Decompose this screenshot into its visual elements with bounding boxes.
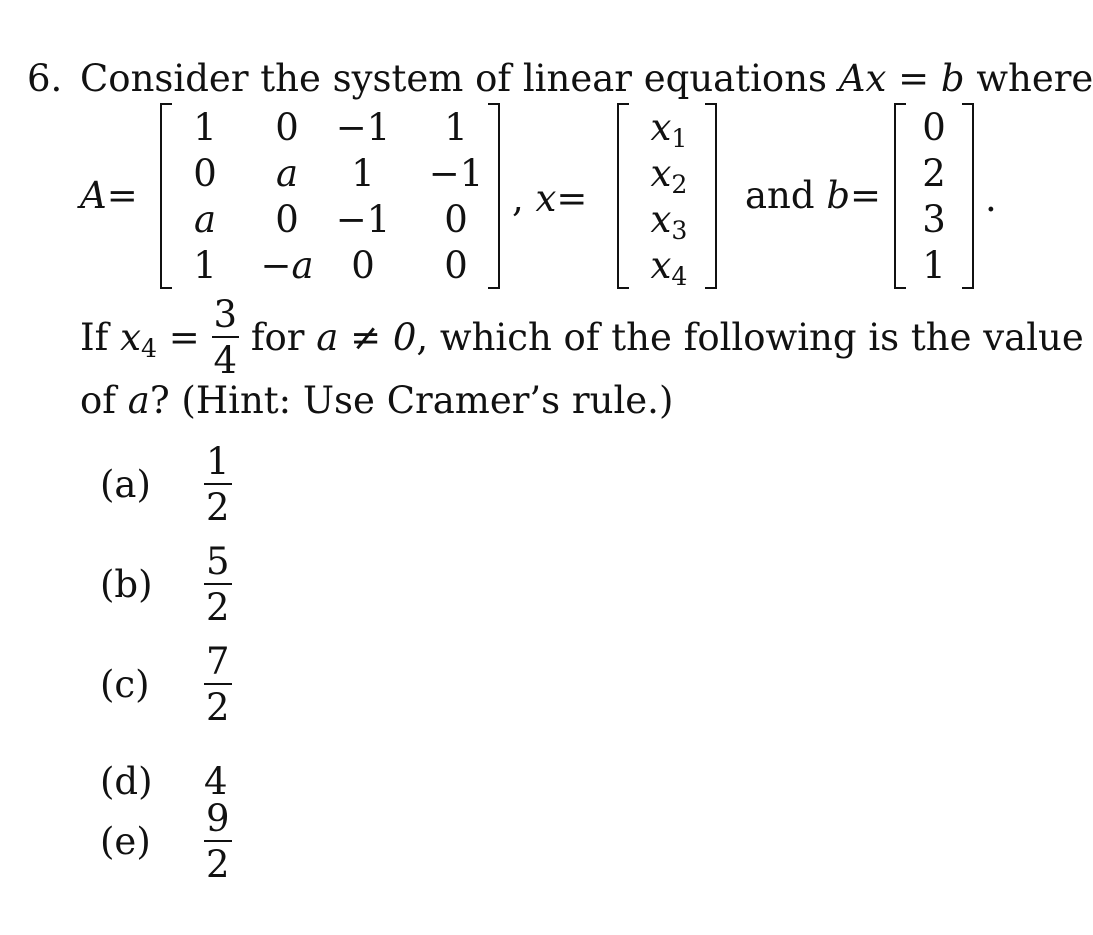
matrix-a-cell-r4-c3: 0	[351, 244, 375, 287]
condition-mid: for	[250, 316, 305, 359]
vector-x-cell-r1-c1: $x_1$	[650, 106, 688, 154]
choice-label: (e)	[100, 819, 151, 863]
choice-value: 4	[204, 759, 228, 803]
question-hint: ? (Hint: Use Cramer’s rule.)	[149, 379, 674, 422]
vector-b	[894, 103, 974, 289]
condition-fraction	[212, 293, 240, 382]
choice-fraction	[204, 439, 232, 529]
choice-denominator: 2	[206, 585, 230, 629]
intro-end: where	[976, 57, 1093, 100]
matrix-a-cell-r3-c2: 0	[275, 198, 299, 241]
problem-number: 6.	[27, 57, 63, 100]
matrix-a-cell-r2-c2: a	[275, 152, 299, 195]
choice-numerator: 5	[206, 539, 230, 583]
matrix-a-cell-r3-c3: −1	[335, 198, 391, 241]
vector-b-cell-r2-c1: 2	[922, 152, 946, 195]
choice-fraction	[204, 796, 232, 886]
matrix-a-cell-r4-c4: 0	[444, 244, 468, 287]
choice-numerator: 1	[206, 439, 230, 483]
choice-numerator: 9	[206, 796, 230, 840]
vector-b-cell-r1-c1: 0	[922, 106, 946, 149]
matrix-a-cell-r4-c2: −a	[260, 244, 314, 287]
vector-x-cell-r2-c1: $x_2$	[650, 152, 688, 200]
period: .	[985, 177, 997, 220]
intro-text: Consider the system of linear equations	[80, 57, 828, 100]
condition-line: If $x_4$ = $\frac{3}{4}$ for a ≠ 0 , which of the following is the value	[80, 293, 1084, 382]
vector-x	[617, 103, 717, 292]
matrix-a-cell-r1-c3: −1	[335, 106, 391, 149]
choice-denominator: 2	[206, 842, 230, 886]
choice-a[interactable]	[100, 439, 232, 529]
question-var: a	[127, 379, 150, 422]
condition-neq: a ≠ 0	[316, 316, 417, 359]
condition-var: $x_4$	[120, 316, 157, 364]
matrix-a-label: A=	[80, 174, 138, 217]
matrix-a-cell-r1-c2: 0	[275, 106, 299, 149]
vector-x-left-bracket	[617, 103, 629, 289]
choice-label: (c)	[100, 662, 150, 706]
matrix-a-cell-r1-c4: 1	[444, 106, 468, 149]
choice-label: (b)	[100, 562, 153, 606]
intro-equation: Ax = b	[838, 57, 965, 100]
choice-fraction	[204, 639, 232, 729]
choice-label: (a)	[100, 462, 151, 506]
condition-frac-den: 4	[213, 339, 238, 382]
and-b-label: and b=	[745, 174, 882, 217]
comma-x-label: , x=	[512, 177, 588, 220]
intro-line	[80, 57, 1093, 100]
matrix-a-cell-r4-c1: 1	[193, 244, 217, 287]
matrix-a-cell-r2-c1: 0	[193, 152, 217, 195]
choice-denominator: 2	[206, 485, 230, 529]
matrix-a	[160, 103, 500, 289]
choice-b[interactable]	[100, 539, 232, 629]
matrix-a-cell-r2-c4: −1	[428, 152, 484, 195]
vector-b-cell-r4-c1: 1	[922, 244, 946, 287]
matrix-a-cell-r3-c4: 0	[444, 198, 468, 241]
choice-label: (d)	[100, 759, 153, 803]
condition-frac-num: 3	[213, 293, 238, 336]
matrix-a-cell-r3-c1: a	[193, 198, 217, 241]
question-line-2: of a? (Hint: Use Cramer’s rule.)	[80, 379, 674, 422]
matrix-a-cell-r2-c3: 1	[351, 152, 375, 195]
condition-rest: , which of the following is the value	[416, 316, 1084, 359]
condition-prefix: If	[80, 316, 109, 359]
choice-fraction	[204, 539, 232, 629]
choice-c[interactable]	[100, 639, 232, 729]
choice-numerator: 7	[206, 639, 230, 683]
vector-b-cell-r3-c1: 3	[922, 198, 946, 241]
vector-x-cell-r3-c1: $x_3$	[650, 198, 688, 246]
choice-denominator: 2	[206, 685, 230, 729]
choice-e[interactable]	[100, 796, 232, 886]
vector-x-cell-r4-c1: $x_4$	[650, 244, 688, 292]
matrix-a-cell-r1-c1: 1	[193, 106, 217, 149]
